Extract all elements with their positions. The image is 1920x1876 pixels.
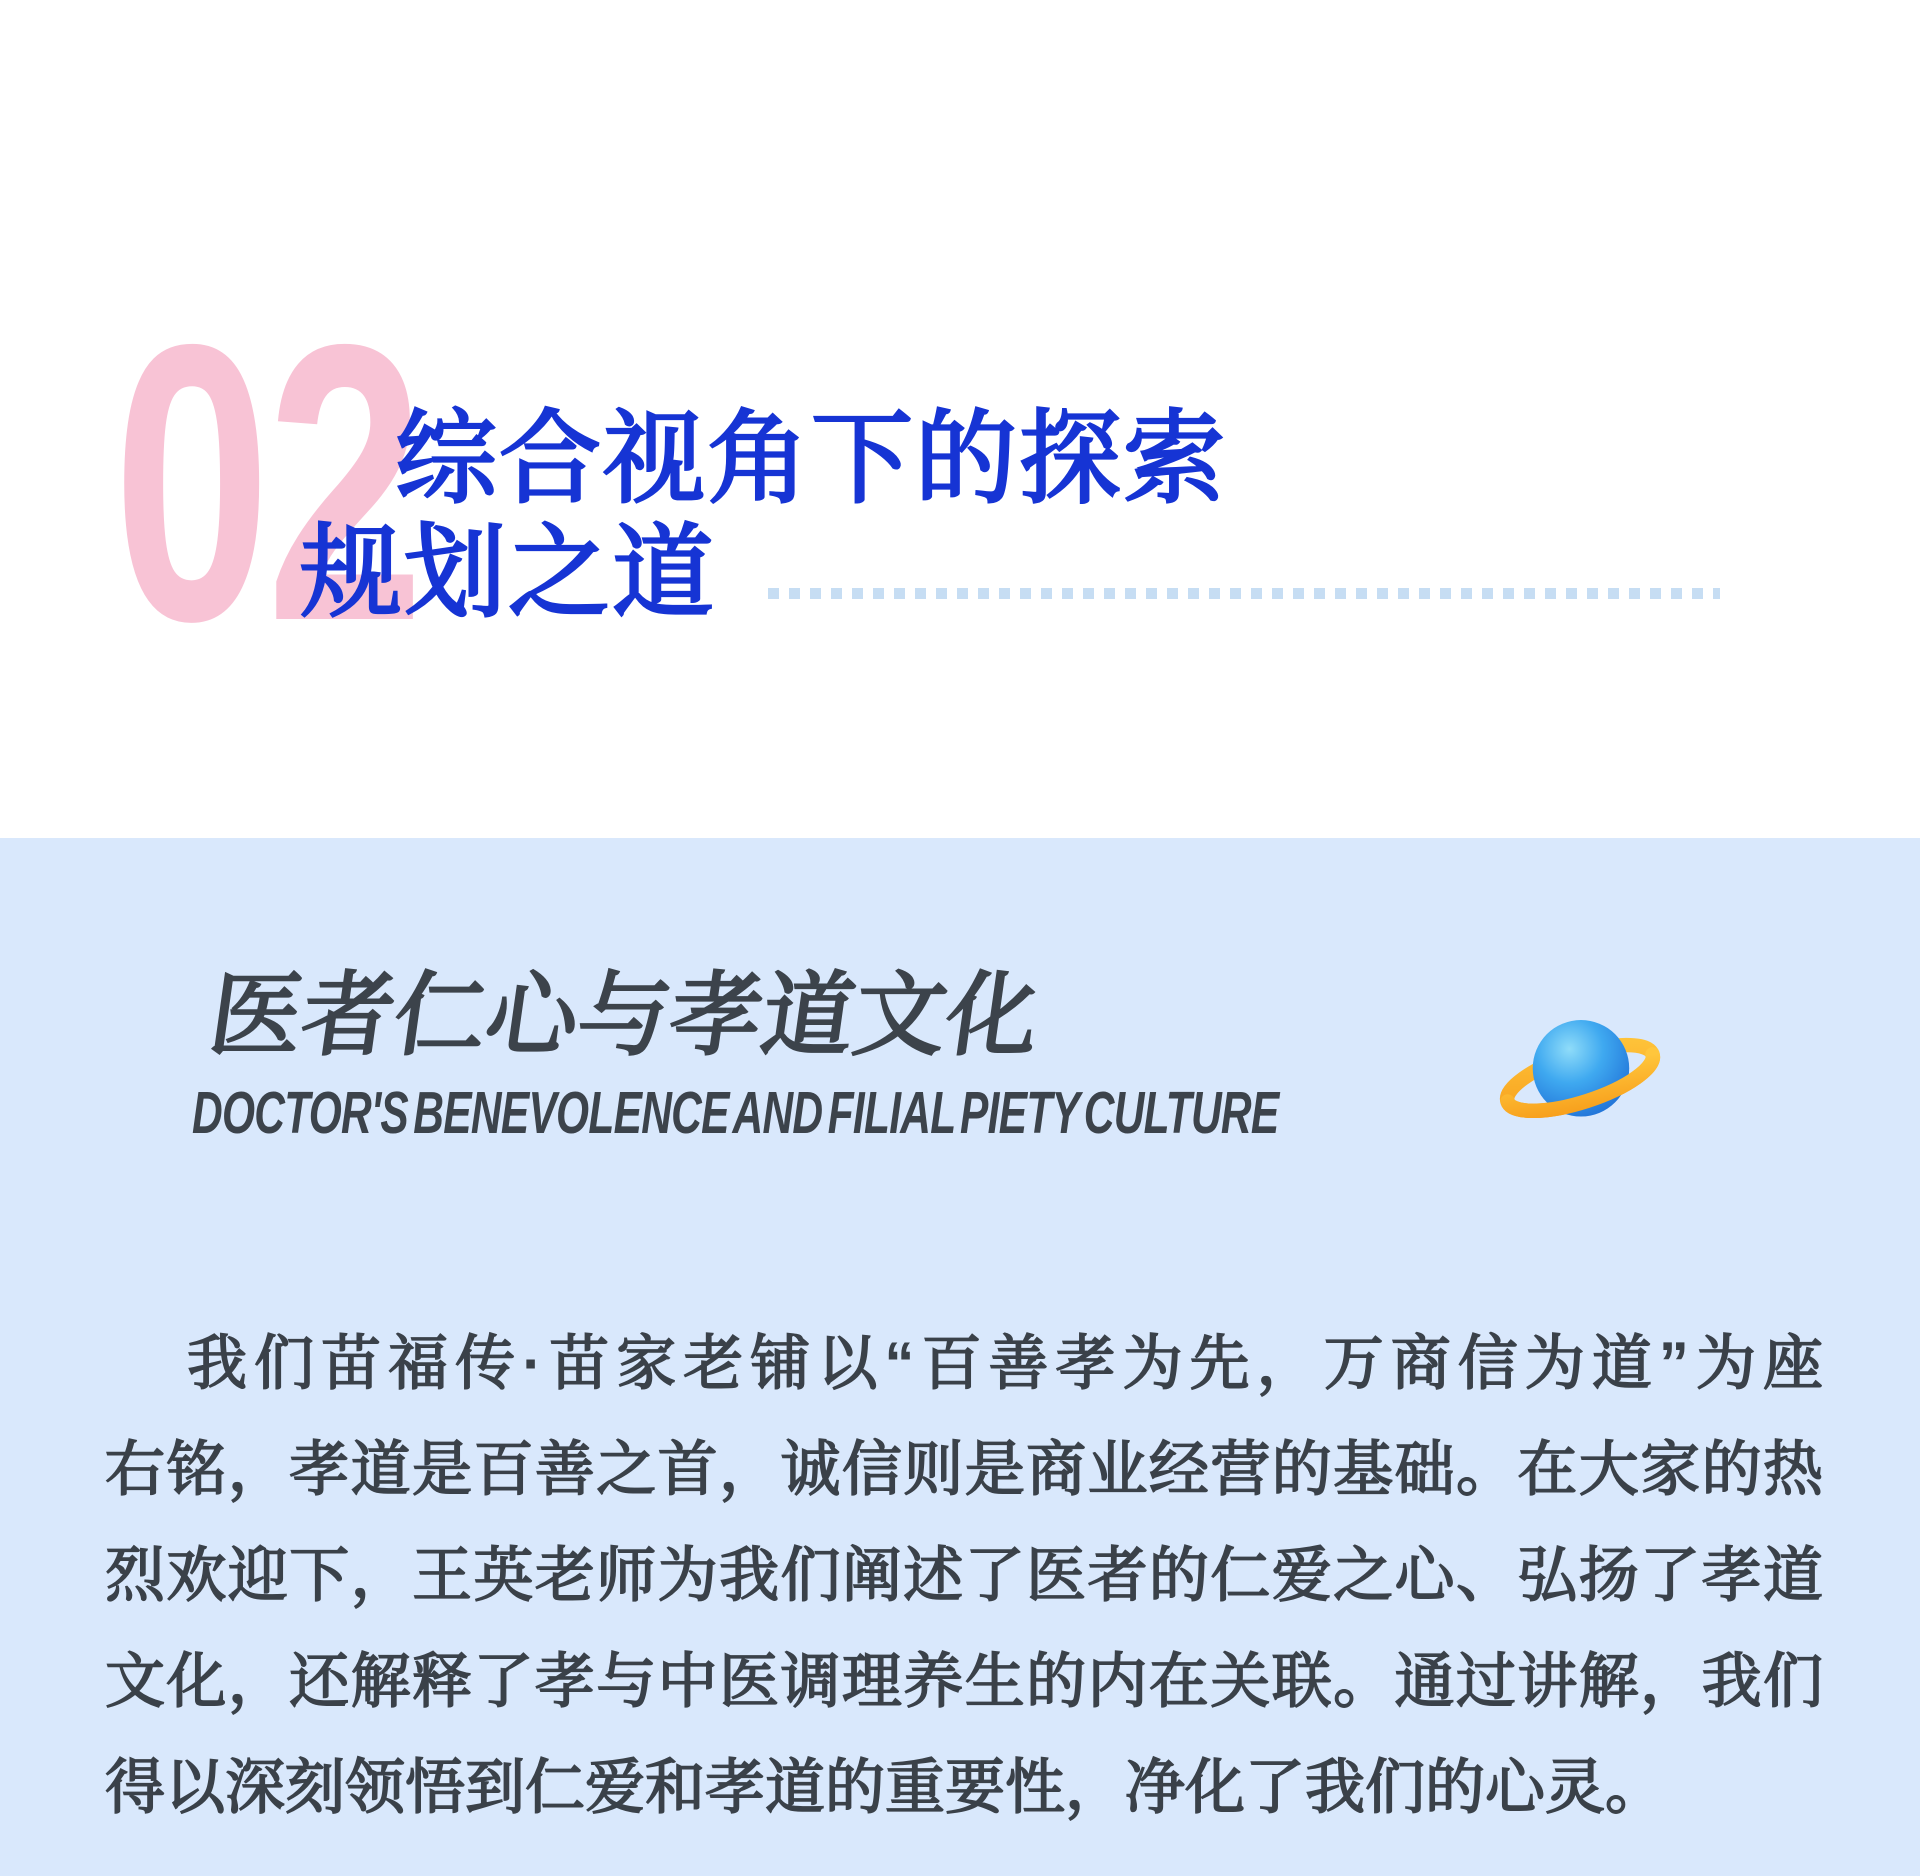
dashed-divider (768, 588, 1720, 599)
content-panel (0, 838, 1920, 1876)
section-number: 02 (113, 263, 420, 703)
paragraph-line: 得以深刻领悟到仁爱和孝道的重要性，净化了我们的心灵。 (105, 1754, 1665, 1821)
section-title-line2: 规划之道 (300, 516, 716, 630)
paragraph-line: 烈欢迎下，王英老师为我们阐述了医者的仁爱之心、弘扬了孝道 (105, 1542, 1823, 1609)
paragraph-line: 我们苗福传·苗家老铺以“百善孝为先，万商信为道”为座 (187, 1330, 1823, 1397)
paragraph (105, 1311, 1823, 1841)
panel-title: 医者仁心与孝道文化 (203, 965, 1046, 1067)
section-title-line1: 综合视角下的探索 (395, 402, 1227, 516)
paragraph-line: 文化，还解释了孝与中医调理养生的内在关联。通过讲解，我们 (105, 1648, 1823, 1715)
panel-subtitle: DOCTOR'S BENEVOLENCE AND FILIAL PIETY CULTURE (192, 1080, 1279, 1146)
paragraph-line: 右铭，孝道是百善之首，诚信则是商业经营的基础。在大家的热 (105, 1436, 1823, 1503)
planet-icon (1498, 1012, 1662, 1140)
